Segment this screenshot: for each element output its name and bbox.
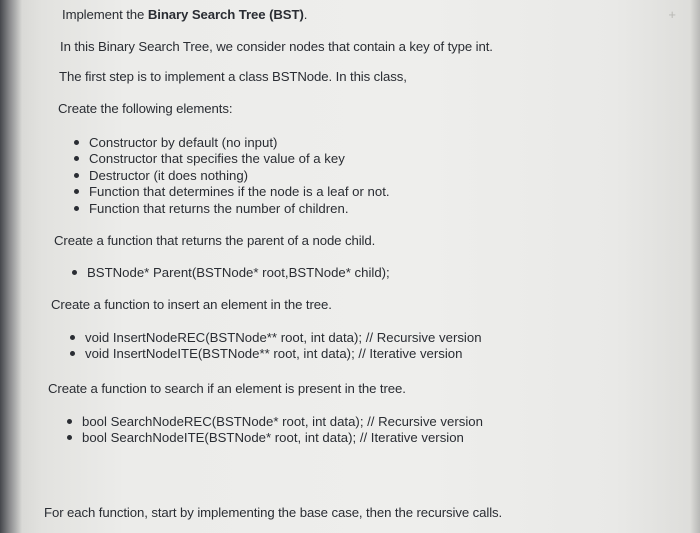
- list-item: Function that determines if the node is a leaf or not.: [73, 184, 390, 200]
- corner-mark: +: [668, 7, 676, 22]
- insert-list: [69, 330, 482, 363]
- footer-line: For each function, start by implementing the base case, then the recursive calls.: [44, 505, 503, 520]
- assignment-title: [62, 7, 307, 23]
- right-page-shadow: [690, 0, 700, 533]
- list-item: Constructor that specifies the value of a key: [73, 151, 390, 167]
- search-list: [66, 414, 483, 447]
- list-item: void InsertNodeITE(BSTNode** root, int data); // Iterative version: [69, 346, 482, 362]
- list-item: void InsertNodeREC(BSTNode** root, int data); // Recursive version: [69, 330, 482, 346]
- elements-heading: Create the following elements:: [58, 101, 233, 116]
- title-prefix: Implement the: [62, 7, 148, 22]
- list-item: bool SearchNodeREC(BSTNode* root, int data); // Recursive version: [66, 414, 483, 430]
- list-item: Function that returns the number of children.: [73, 201, 390, 217]
- elements-list: [73, 135, 390, 217]
- left-page-shadow: [0, 0, 22, 533]
- list-item: Constructor by default (no input): [73, 135, 390, 151]
- search-heading: Create a function to search if an element is present in the tree.: [48, 381, 406, 396]
- parent-heading: Create a function that returns the parent of a node child.: [54, 233, 376, 248]
- title-bold: Binary Search Tree (BST): [147, 7, 304, 22]
- intro-line: In this Binary Search Tree, we consider nodes that contain a key of type int.: [60, 39, 493, 54]
- list-item: Destructor (it does nothing): [73, 168, 390, 184]
- list-item: bool SearchNodeITE(BSTNode* root, int data); // Iterative version: [66, 430, 483, 446]
- parent-list: [71, 265, 390, 281]
- insert-heading: Create a function to insert an element in the tree.: [51, 297, 332, 312]
- title-suffix: .: [303, 7, 308, 22]
- list-item: BSTNode* Parent(BSTNode* root,BSTNode* child);: [71, 265, 390, 281]
- step-line: The first step is to implement a class BSTNode. In this class,: [59, 69, 407, 84]
